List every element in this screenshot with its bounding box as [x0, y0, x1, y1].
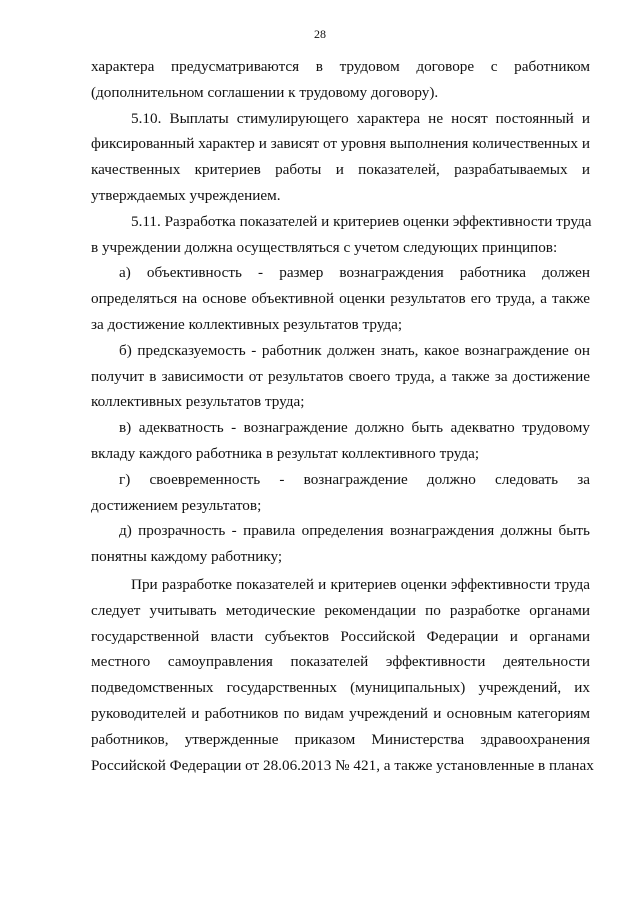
page-number: 28: [314, 27, 326, 41]
text-line: получит в зависимости от результатов своего труда, а также за достижение: [91, 367, 590, 385]
text-line: местного самоуправления показателей эффективности деятельности: [91, 653, 590, 671]
text-line: а) объективность - размер вознаграждения работника должен: [119, 264, 590, 282]
text-line: качественных критериев работы и показателей, разрабатываемых и: [91, 161, 590, 179]
text-line: 5.10. Выплаты стимулирующего характера не носят постоянный и: [131, 109, 590, 127]
text-line: г) своевременность - вознаграждение должно следовать за: [119, 470, 590, 488]
text-line: в) адекватность - вознаграждение должно быть адекватно трудовому: [119, 419, 590, 437]
text-line: понятны каждому работнику;: [91, 548, 283, 566]
text-line: коллективных результатов труда;: [91, 393, 305, 411]
text-line: вкладу каждого работника в результат коллективного труда;: [91, 444, 480, 462]
text-line: за достижение коллективных результатов труда;: [91, 315, 403, 333]
text-line: (дополнительном соглашении к трудовому договору).: [91, 83, 439, 101]
text-line: утверждаемых учреждением.: [91, 186, 281, 204]
text-line: в учреждении должна осуществляться с учетом следующих принципов:: [91, 238, 558, 256]
text-line: работников, утвержденные приказом Министерства здравоохранения: [91, 730, 590, 748]
text-line: государственной власти субъектов Российской Федерации и органами: [91, 627, 590, 645]
text-line: фиксированный характер и зависят от уровня выполнения количественных и: [91, 135, 590, 153]
text-line: подведомственных государственных (муниципальных) учреждений, их: [91, 679, 590, 697]
text-line: определяться на основе объективной оценки результатов его труда, а также: [91, 290, 590, 308]
text-line: руководителей и работников по видам учреждений и основным категориям: [91, 704, 590, 722]
text-line: следует учитывать методические рекомендации по разработке органами: [91, 601, 590, 619]
text-line: д) прозрачность - правила определения вознаграждения должны быть: [119, 522, 590, 540]
text-line: б) предсказуемость - работник должен знать, какое вознаграждение он: [119, 341, 590, 359]
text-line: достижением результатов;: [91, 496, 262, 514]
text-line: Российской Федерации от 28.06.2013 № 421, а также установленные в планах: [91, 756, 594, 774]
text-line: 5.11. Разработка показателей и критериев оценки эффективности труда: [131, 212, 592, 230]
text-line: характера предусматриваются в трудовом договоре с работником: [91, 58, 590, 75]
text-line: При разработке показателей и критериев оценки эффективности труда: [131, 575, 590, 593]
document-body: [91, 54, 594, 778]
